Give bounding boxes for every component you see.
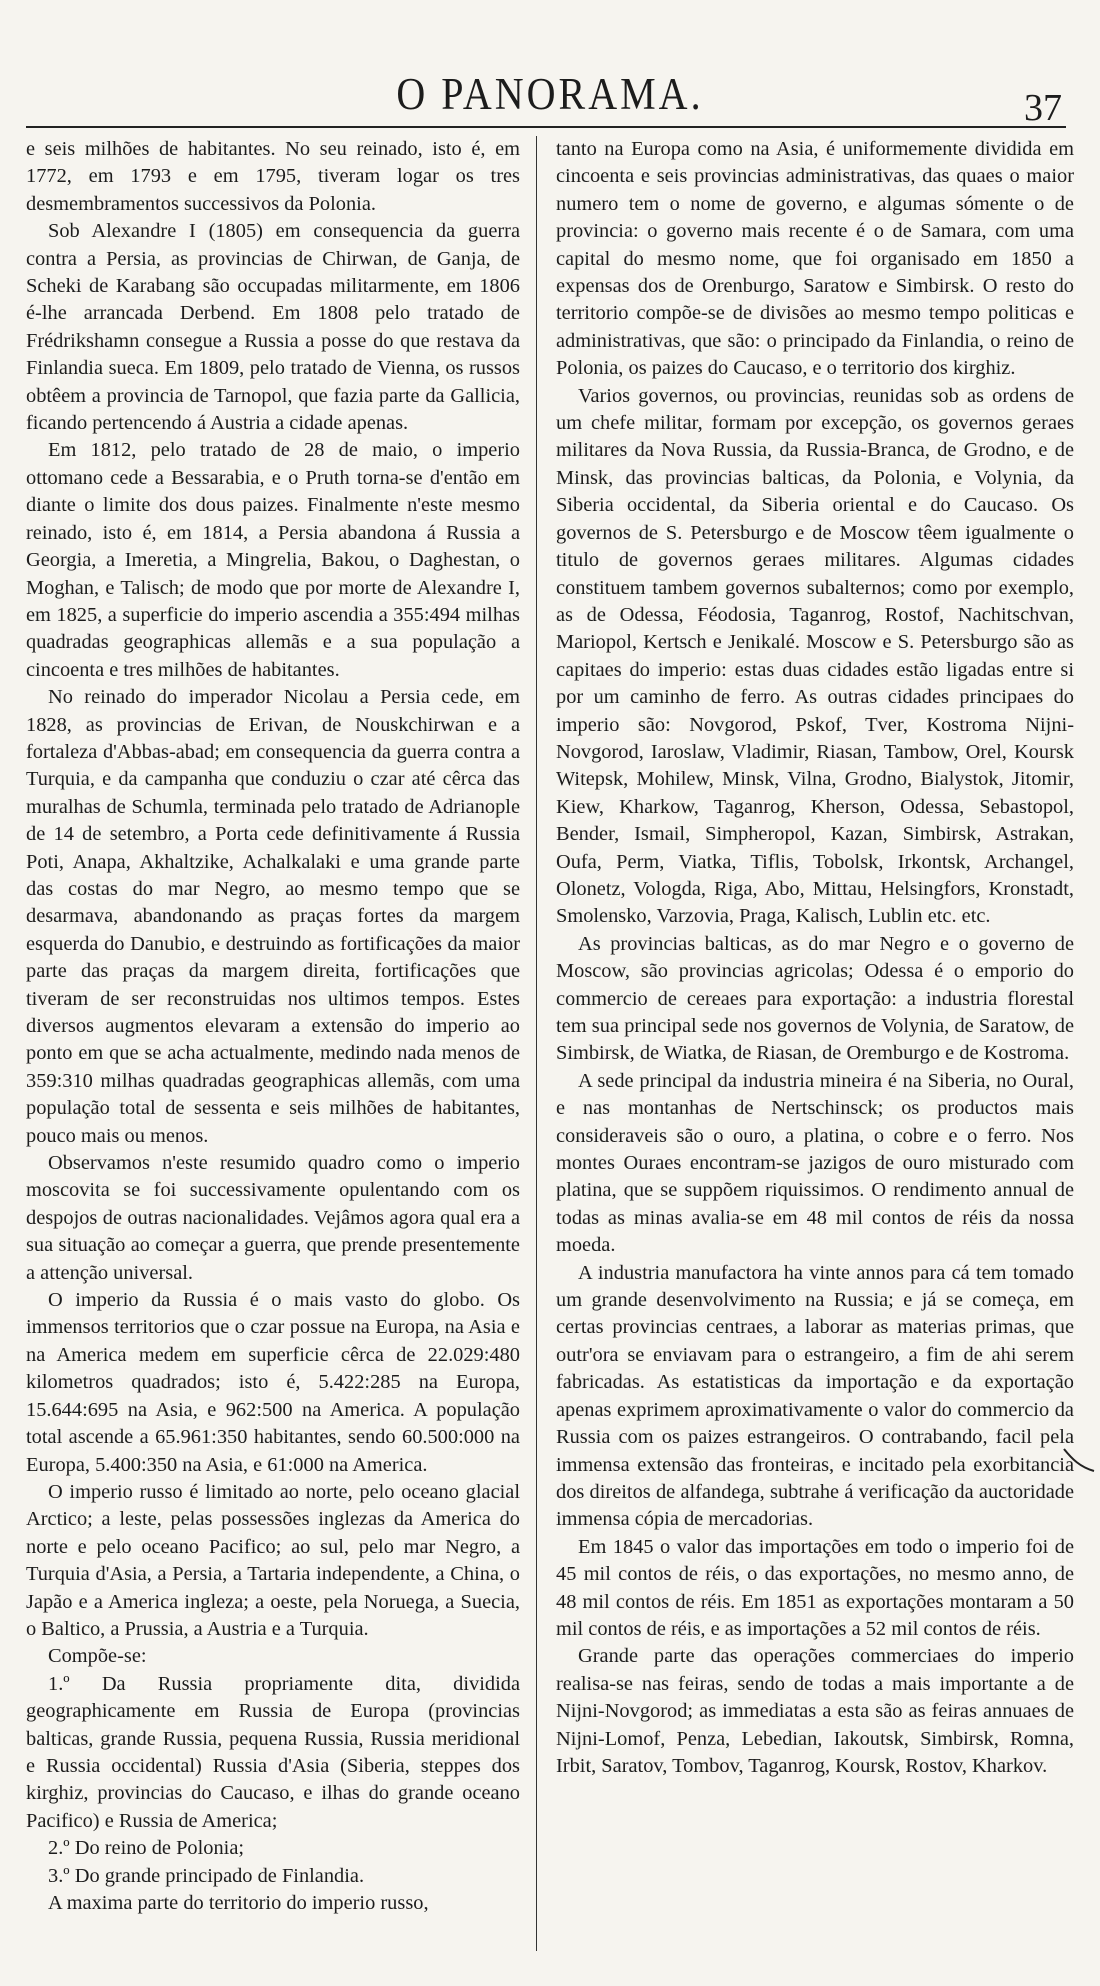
paragraph: As provincias balticas, as do mar Negro e o governo de Moscow, são provincias agricolas; Odessa é o emporio do commercio de cereaes para exportação: a industria florestal tem sua principal sede nos governos de Volynia, de Saratow, de Simbirsk, de Wiatka, de Riasan, de Oremburgo e de Kostroma. [556,932,1074,1065]
right-column [556,136,1074,1780]
paragraph: A sede principal da industria mineira é na Siberia, no Oural, e nas montanhas de Nertschinsck; os productos mais consideraveis são o ouro, a platina, o cobre e o ferro. Nos montes Ouraes encontram-se jazigos de ouro misturado com platina, que se suppõem riquissimos. O rendimento annual de todas as minas avalia-se em 48 mil contos de réis da nossa moeda. [556,1069,1074,1257]
list-item: 1.º Da Russia propriamente dita, dividida geographicamente em Russia de Europa (provincias balticas, grande Russia, pequena Russia, Russia meridional e Russia occidental) Russia d'Asia (Siberia, steppes dos kirghiz, provincias do Caucaso, e ilhas do grande oceano Pacifico) e Russia de America; [26,1672,520,1832]
header-rule [26,126,1066,128]
paragraph: Grande parte das operações commerciaes do imperio realisa-se nas feiras, sendo de todas a mais importante a de Nijni-Novgorod; as immediatas a esta são as feiras annuaes de Nijni-Lomof, Penza, Lebedian, Iakoutsk, Simbirsk, Romna, Irbit, Saratov, Tombov, Taganrog, Koursk, Rostov, Kharkov. [556,1645,1074,1777]
paragraph: Observamos n'este resumido quadro como o imperio moscovita se foi successivamente opulentando com os despojos de outras nacionalidades. Vejâmos agora qual era a sua situação ao começar a guerra, que prende presentemente a attenção universal. [26,1152,520,1284]
paragraph: Em 1845 o valor das importações em todo o imperio foi de 45 mil contos de réis, o das exportações, no mesmo anno, de 48 mil contos de réis. Em 1851 as exportações montaram a 50 mil contos de réis, e as importações a 52 mil contos de réis. [556,1535,1074,1640]
page-number: 37 [1024,87,1062,129]
left-column [26,136,520,1917]
paragraph: No reinado do imperador Nicolau a Persia cede, em 1828, as provincias de Erivan, de Nouskchirwan e a fortaleza d'Abbas-abad; em consequencia da guerra contra a Turquia, e da campanha que conduziu o czar até cêrca das muralhas de Schumla, terminada pelo tratado de Adrianople de 14 de setembro, a Porta cede definitivamente á Russia Poti, Anapa, Akhaltzike, Achalkalaki e uma grande parte das costas do mar Negro, ao mesmo tempo que se desarmava, abandonando as praças fortes da margem esquerda do Danubio, e destruindo as fortificações da maior parte das praças da margem direita, fortificações que tiveram de ser reconstruidas nos ultimos tempos. Estes diversos augmentos elevaram a extensão do imperio ao ponto em que se acha actualmente, medindo nada menos de 359:310 milhas quadradas geographicas allemãs, com uma população total de sessenta e seis milhões de habitantes, pouco mais ou menos. [26,686,520,1147]
paragraph: A maxima parte do territorio do imperio russo, [48,1892,429,1914]
paragraph: A industria manufactora ha vinte annos para cá tem tomado um grande desenvolvimento na Russia; e já se começa, em certas provincias centraes, a laborar as materias primas, que outr'ora se enviavam para o estrangeiro, a fim de ahi serem fabricadas. As estatisticas da importação e da exportação apenas exprimem aproximativamente o valor do commercio da Russia com os paizes estrangeiros. O contrabando, facil pela immensa extensão das fronteiras, e incitado pela exorbitancia dos direitos de alfandega, subtrahe á verificação da auctoridade immensa cópia de mercadorias. [556,1261,1074,1531]
paragraph: tanto na Europa como na Asia, é uniformemente dividida em cincoenta e seis provincias administrativas, das quaes o maior numero tem o nome de governo, e algumas sómente o de provincia: o governo mais recente é o de Samara, com uma capital do mesmo nome, que foi organisado em 1850 a expensas dos de Orenburgo, Saratow e Simbirsk. O resto do territorio compõe-se de divisões ao mesmo tempo politicas e administrativas, que são: o principado da Finlandia, o reino de Polonia, os paizes do Caucaso, e o territorio dos kirghiz. [556,138,1074,380]
paragraph: O imperio russo é limitado ao norte, pelo oceano glacial Arctico; a leste, pelas possessões inglezas da America do norte e pelo oceano Pacifico; ao sul, pelo mar Negro, a Turquia d'Asia, a Persia, a Tartaria independente, a China, o Japão e a America ingleza; a oeste, pela Noruega, a Suecia, o Baltico, a Prussia, a Austria e a Turquia. [26,1480,520,1640]
paragraph: Varios governos, ou provincias, reunidas sob as ordens de um chefe militar, formam por excepção, os governos geraes militares da Nova Russia, da Russia-Branca, de Grodno, e de Minsk, das provincias balticas, da Polonia, e Volynia, da Siberia occidental, da Siberia oriental e do Caucaso. Os governos de S. Petersburgo e de Moscow têem igualmente o titulo de governos geraes militares. Algumas cidades constituem tambem governos subalternos; como por exemplo, as de Odessa, Féodosia, Taganrog, Rostof, Nachitschvan, Mariopol, Kertsch e Jenikalé. Moscow e S. Petersburgo são as capitaes do imperio: estas duas cidades estão ligadas entre si por um caminho de ferro. As outras cidades principaes do imperio são: Novgorod, Pskof, Tver, Kostroma Nijni-Novgorod, Iaroslaw, Vladimir, Riasan, Tambow, Orel, Koursk Witepsk, Mohilew, Minsk, Vilna, Grodno, Bialystok, Jitomir, Kiew, Kharkow, Taganrog, Kherson, Odessa, Sebastopol, Bender, Ismail, Simpheropol, Kazan, Simbirsk, Astrakan, Oufa, Perm, Viatka, Tiflis, Tobolsk, Irkontsk, Archangel, Olonetz, Vologda, Riga, Abo, Mittau, Helsingfors, Kronstadt, Smolensko, Varzovia, Praga, Kalisch, Lublin etc. etc. [556,384,1074,928]
paragraph: Sob Alexandre I (1805) em consequencia da guerra contra a Persia, as provincias de Chirwan, de Ganja, de Scheki de Karabang são occupadas militarmente, em 1806 é-lhe arrancada Derbend. Em 1808 pelo tratado de Frédrikshamn consegue a Russia a posse do que restava da Finlandia sueca. Em 1809, pelo tratado de Vienna, os russos obtêem a provincia de Tarnopol, que fazia parte da Gallicia, ficando pertencendo á Austria a cidade apenas. [26,220,520,435]
list-item: 2.º Do reino de Polonia; [48,1837,245,1860]
paragraph: e seis milhões de habitantes. No seu reinado, isto é, em 1772, em 1793 e em 1795, tiveram logar os tres desmembramentos successivos da Polonia. [26,138,520,215]
paragraph: Em 1812, pelo tratado de 28 de maio, o imperio ottomano cede a Bessarabia, e o Pruth torna-se d'então em diante o limite dos dous paizes. Finalmente n'este mesmo reinado, isto é, em 1814, a Persia abandona á Russia a Georgia, a Imeretia, a Mingrelia, Bakou, o Daghestan, o Moghan, e Talisch; de modo que por morte de Alexandre I, em 1825, a superficie do imperio ascendia a 355:494 milhas quadradas geographicas allemãs e a sua população a cincoenta e tres milhões de habitantes. [26,439,520,681]
paragraph: O imperio da Russia é o mais vasto do globo. Os immensos territorios que o czar possue na Europa, na Asia e na America medem em superficie cêrca de 22.029:480 kilometros quadrados; isto é, 5.422:285 na Europa, 15.644:695 na Asia, e 962:500 na America. A população total ascende a 65.961:350 habitantes, sendo 60.500:000 na Europa, 5.400:350 na Asia, e 61:000 na America. [26,1289,520,1476]
page-title: O PANORAMA. [396,67,704,120]
margin-pen-mark [1062,1445,1096,1475]
list-item: 3.º Do grande principado de Finlandia. [48,1864,365,1887]
column-divider [536,136,537,1951]
paragraph: Compõe-se: [48,1645,147,1668]
